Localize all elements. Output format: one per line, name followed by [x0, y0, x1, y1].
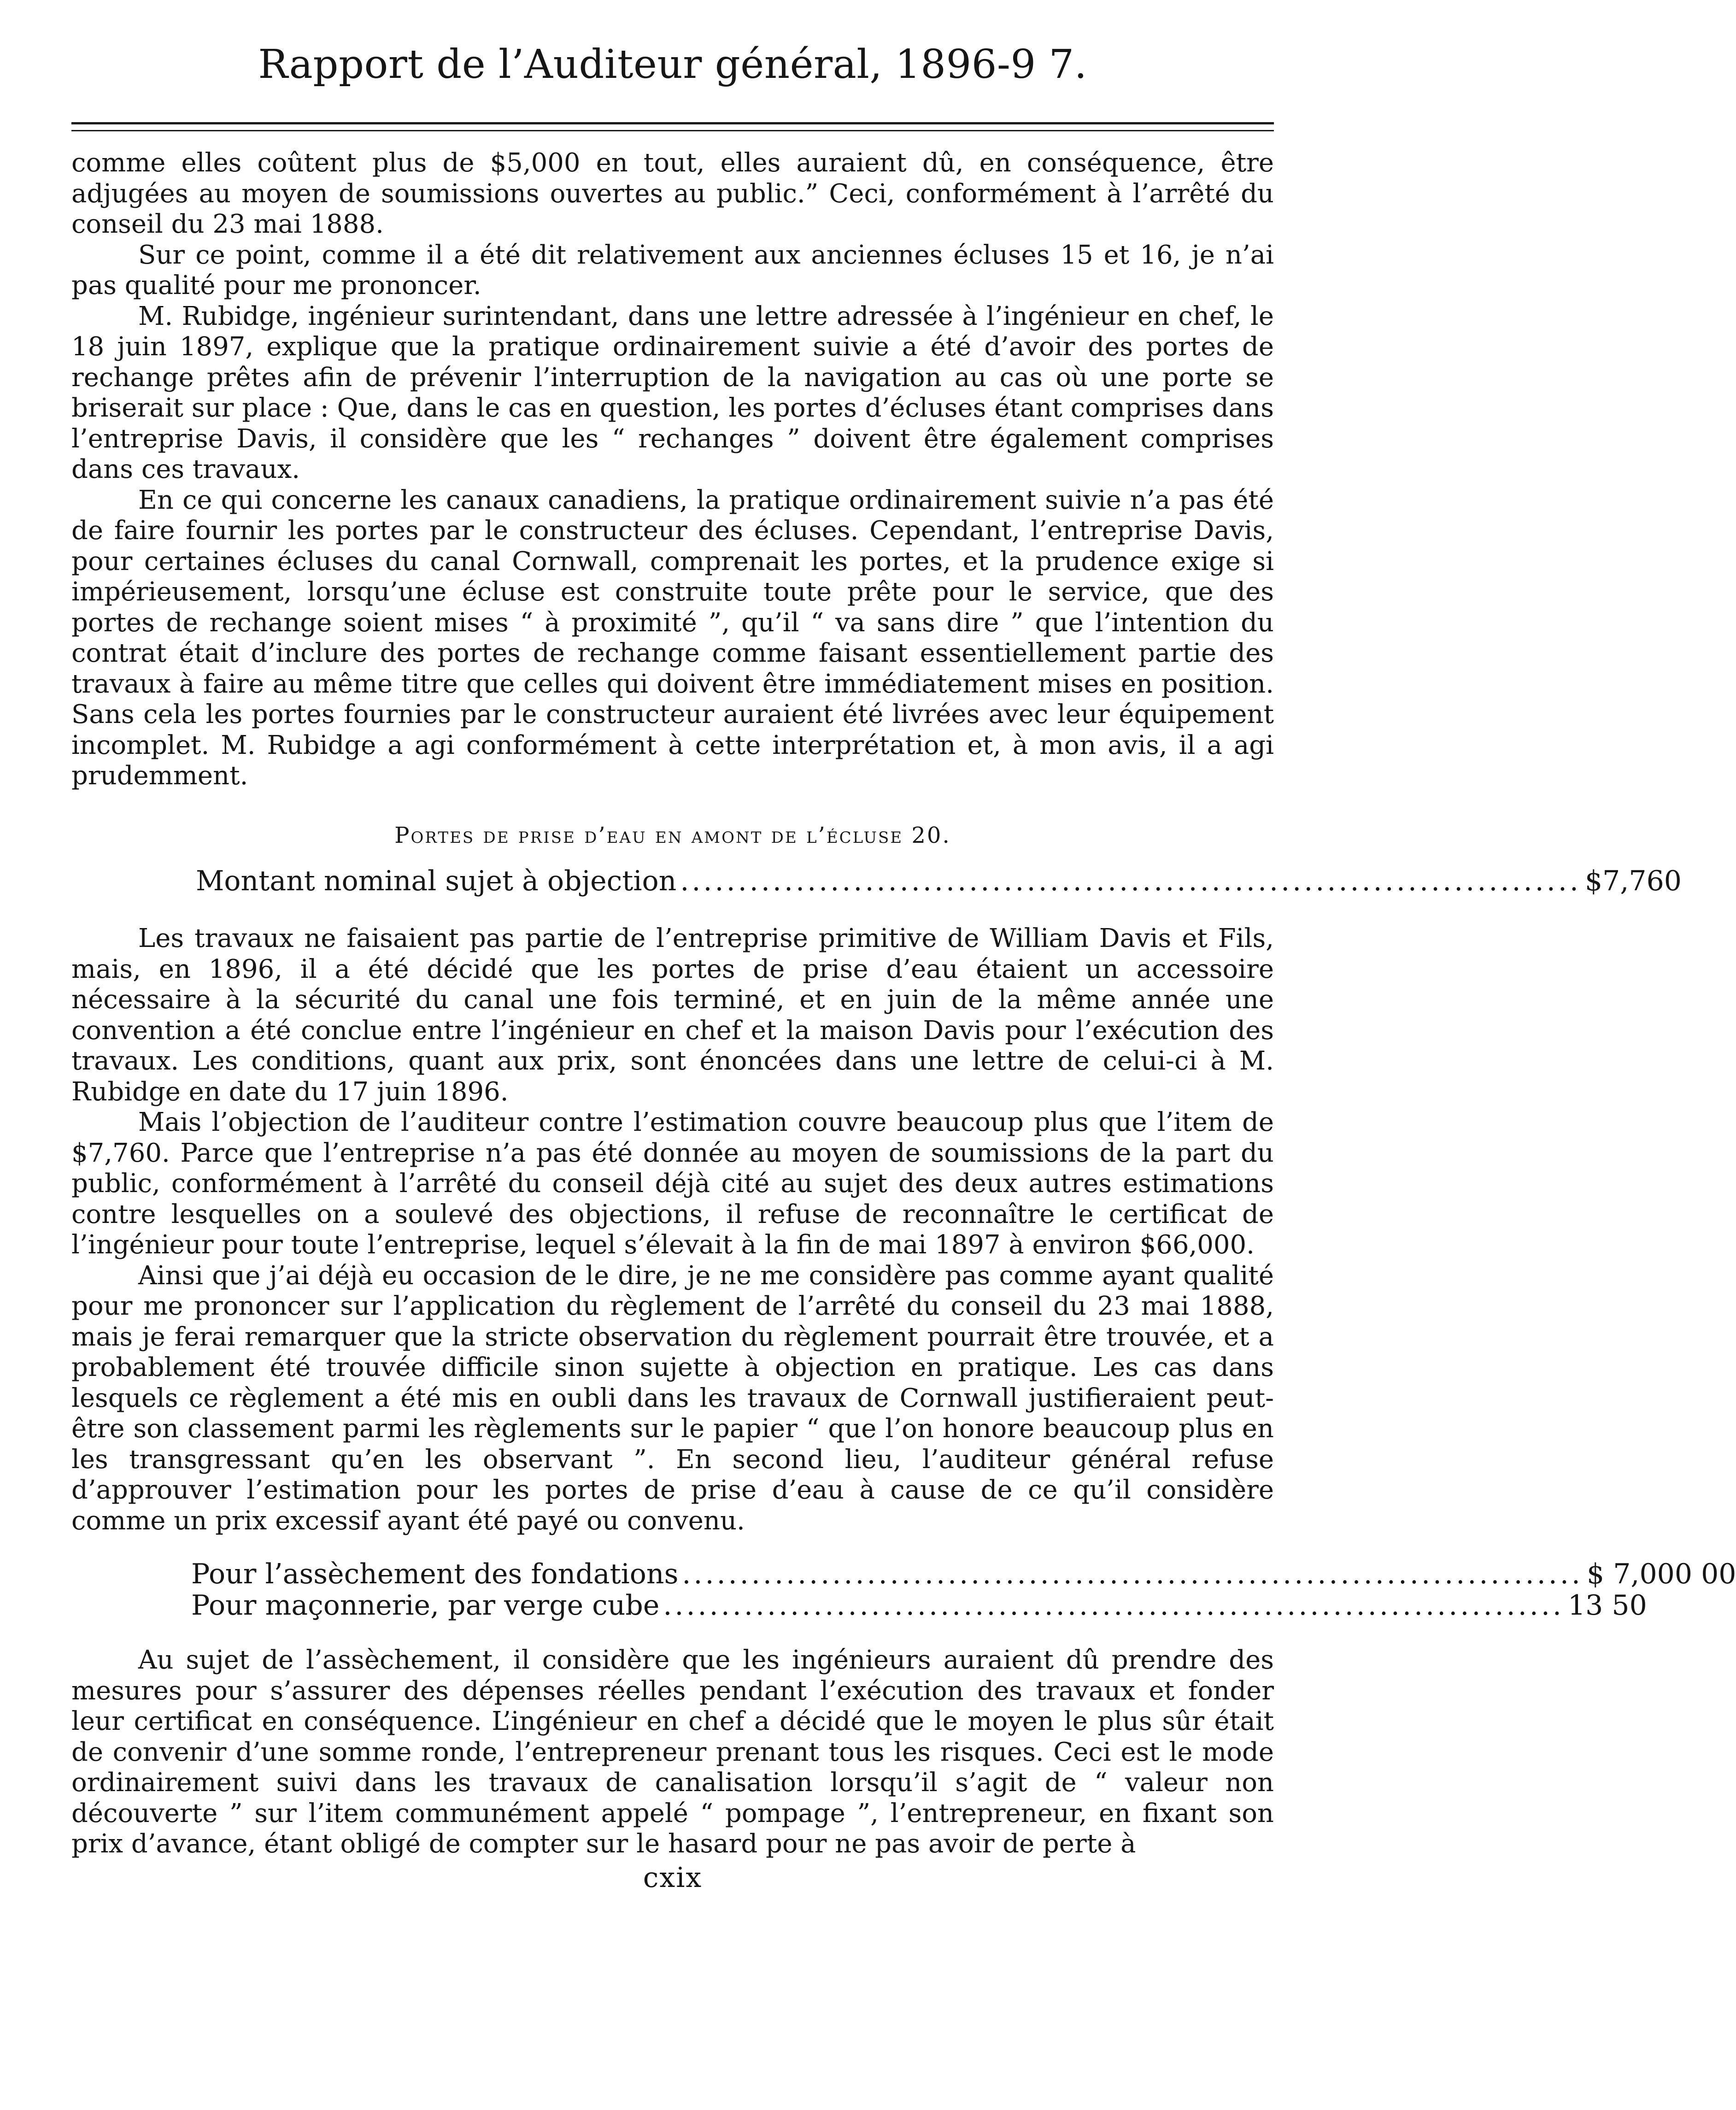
price-table: [191, 1558, 1736, 1622]
objection-amount-line: [196, 864, 1682, 898]
paragraph: M. Rubidge, ingénieur surintendant, dans une lettre adressée à l’ingénieur en chef, le 18 juin 1897, explique que la pratique ordinairement suivie a été d’avoir des portes de rechange prêtes afin de prévenir l’interruption de la navigation au cas où une porte se briserait sur place : Que, dans le cas en question, les portes d’écluses étant comprises dans l’entreprise Davis, il considère que les “ rechanges ” doivent être également comprises dans ces travaux.: [71, 301, 1274, 484]
price-label: Pour maçonnerie, par verge cube: [191, 1589, 660, 1622]
objection-label: Montant nominal sujet à objection: [196, 865, 677, 897]
body-text: [71, 148, 1736, 1860]
running-title: Rapport de l’Auditeur général, 1896-9 7.: [258, 41, 1087, 88]
paragraph: En ce qui concerne les canaux canadiens, la pratique ordinairement suivie n’a pas été de faire fournir les portes par le constructeur des écluses. Cependant, l’entreprise Davis, pour certaines écluses du canal Cornwall, comprenait les portes, et la prudence exige si impérieusement, lorsqu’une écluse est construite toute prête pour le service, que des portes de rechange soient mises “ à proximité ”, qu’il “ va sans dire ” que l’intention du contrat était d’inclure des portes de rechange comme faisant essentiellement partie des travaux à faire au même titre que celles qui doivent être immédiatement mises en position. Sans cela les portes fournies par le constructeur auraient été livrées avec leur équipement incomplet. M. Rubidge a agi conformément à cette interprétation et, à mon avis, il a agi prudemment.: [71, 485, 1274, 791]
price-amount: 13 50: [1567, 1589, 1647, 1622]
paragraph: Les travaux ne faisaient pas partie de l’entreprise primitive de William Davis et Fils, mais, en 1896, il a été décidé que les portes de prise d’eau étaient un accessoire nécessaire à la sécurité du canal une fois terminé, et en juin de la même année une convention a été conclue entre l’ingénieur en chef et la maison Davis pour l’exécution des travaux. Les conditions, quant aux prix, sont énoncées dans une lettre de celui-ci à M. Rubidge en date du 17 juin 1896.: [71, 923, 1274, 1107]
dot-leader: ..............................................................................: [682, 1558, 1583, 1590]
objection-amount: $7,760: [1584, 865, 1682, 897]
paragraph: Mais l’objection de l’auditeur contre l’estimation couvre beaucoup plus que l’item de $7,760. Parce que l’entreprise n’a pas été donnée au moyen de soumissions de la part du public, conformément à l’arrêté du conseil déjà cité au sujet des deux autres estimations contre lesquelles on a soulevé des objections, il refuse de reconnaître le certificat de l’ingénieur pour toute l’entreprise, lequel s’élevait à la fin de mai 1897 à environ $66,000.: [71, 1107, 1274, 1260]
section-heading: Portes de prise d’eau en amont de l’écluse 20.: [394, 822, 951, 848]
document-page: [71, 28, 1736, 2092]
header-double-rule: [71, 122, 1274, 131]
paragraph: comme elles coûtent plus de $5,000 en tout, elles auraient dû, en conséquence, être adjugées au moyen de soumissions ouvertes au public.” Ceci, conformément à l’arrêté du conseil du 23 mai 1888.: [71, 148, 1274, 239]
price-row: [191, 1558, 1736, 1590]
page-folio: cxix: [643, 1861, 703, 1894]
paragraph: Ainsi que j’ai déjà eu occasion de le dire, je ne me considère pas comme ayant qualité pour me prononcer sur l’application du règlement de l’arrêté du conseil du 23 mai 1888, mais je ferai remarquer que la stricte observation du règlement pourrait être trouvée, et a probablement été trouvée difficile sinon sujette à objection en pratique. Les cas dans lesquels ce règlement a été mis en oubli dans les travaux de Cornwall justifieraient peut-être son classement parmi les règlements sur le papier “ que l’on honore beaucoup plus en les transgressant qu’en les observant ”. En second lieu, l’auditeur général refuse d’approuver l’estimation pour les portes de prise d’eau à cause de ce qu’il considère comme un prix excessif ayant été payé ou convenu.: [71, 1260, 1274, 1536]
price-amount: $ 7,000 00: [1587, 1558, 1736, 1590]
dot-leader: ..............................................................................: [663, 1589, 1564, 1622]
paragraph: Au sujet de l’assèchement, il considère que les ingénieurs auraient dû prendre des mesures pour s’assurer des dépenses réelles pendant l’exécution des travaux et fonder leur certificat en conséquence. L’ingénieur en chef a décidé que le moyen le plus sûr était de convenir d’une somme ronde, l’entrepreneur prenant tous les risques. Ceci est le mode ordinairement suivi dans les travaux de canalisation lorsqu’il s’agit de “ valeur non découverte ” sur l’item communément appelé “ pompage ”, l’entrepreneur, en fixant son prix d’avance, étant obligé de compter sur le hasard pour ne pas avoir de perte à: [71, 1645, 1274, 1859]
paragraph: Sur ce point, comme il a été dit relativement aux anciennes écluses 15 et 16, je n’ai pas qualité pour me prononcer.: [71, 240, 1274, 300]
price-label: Pour l’assèchement des fondations: [191, 1558, 679, 1590]
price-row: [191, 1589, 1647, 1622]
dot-leader: ..............................................................................: [680, 865, 1581, 897]
